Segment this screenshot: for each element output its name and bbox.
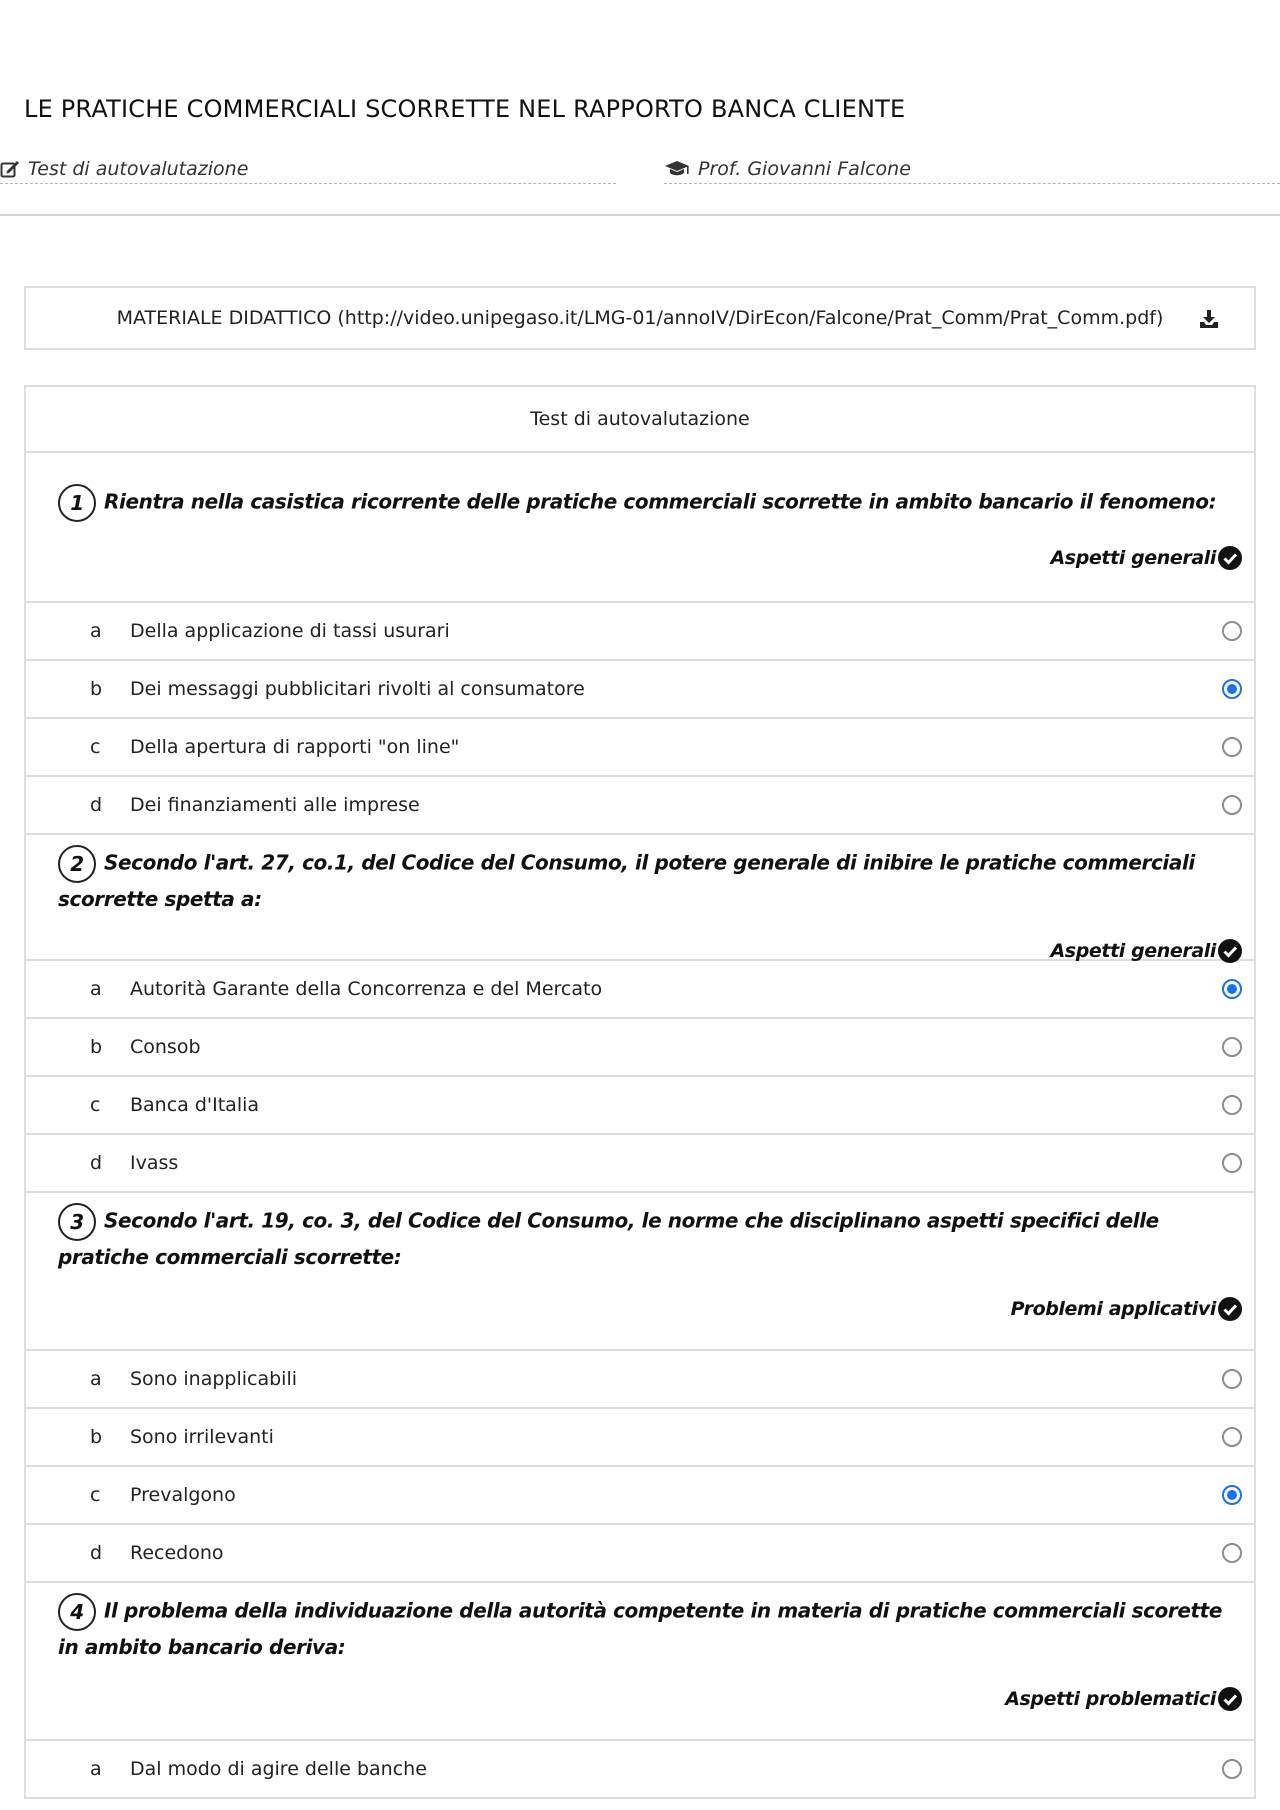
option-text: Banca d'Italia	[130, 1094, 260, 1116]
check-circle-icon	[1218, 939, 1242, 963]
option-row[interactable]	[26, 1351, 1254, 1409]
question-text-block	[58, 835, 1242, 915]
professor-name: Prof. Giovanni Falcone	[698, 158, 911, 180]
question-text-block	[58, 453, 1242, 522]
option-letter: b	[90, 678, 103, 700]
question-text: Rientra nella casistica ricorrente delle pratiche commerciali scorrette in ambito bancario il fenomeno:	[104, 489, 1217, 514]
check-circle-icon	[1218, 1297, 1242, 1321]
question-4	[26, 1583, 1254, 1741]
professor-label	[664, 155, 1280, 184]
question-text: Secondo l'art. 27, co.1, del Codice del Consumo, il potere generale di inibire le pratiche commerciali scorrette spetta a:	[58, 850, 1195, 911]
option-text: Della apertura di rapporti "on line"	[130, 736, 460, 758]
question-3	[26, 1193, 1254, 1351]
question-text-block	[58, 1583, 1242, 1663]
option-radio[interactable]	[1222, 1037, 1242, 1057]
option-letter: a	[90, 1758, 102, 1780]
section-label	[0, 155, 616, 184]
question-text-block	[58, 1193, 1242, 1273]
option-text: Autorità Garante della Concorrenza e del Mercato	[130, 978, 603, 1000]
option-row[interactable]	[26, 603, 1254, 661]
option-radio[interactable]	[1222, 1095, 1242, 1115]
option-row[interactable]	[26, 777, 1254, 835]
option-text: Recedono	[130, 1542, 224, 1564]
option-letter: a	[90, 620, 102, 642]
option-text: Dei finanziamenti alle imprese	[130, 794, 420, 816]
question-1	[26, 453, 1254, 603]
test-panel	[24, 385, 1256, 1799]
question-tag-label: Aspetti generali	[1050, 940, 1216, 962]
option-radio[interactable]	[1222, 1543, 1242, 1563]
option-radio[interactable]	[1222, 1369, 1242, 1389]
option-row[interactable]	[26, 1467, 1254, 1525]
question-number: 2	[58, 845, 96, 883]
option-text: Dei messaggi pubblicitari rivolti al consumatore	[130, 678, 585, 700]
option-row[interactable]	[26, 1019, 1254, 1077]
option-radio-selected[interactable]	[1222, 679, 1242, 699]
question-tag	[58, 939, 1242, 963]
option-row[interactable]	[26, 1135, 1254, 1193]
question-tag	[58, 1297, 1242, 1321]
option-radio[interactable]	[1222, 1759, 1242, 1779]
option-letter: a	[90, 1368, 102, 1390]
option-radio[interactable]	[1222, 795, 1242, 815]
divider	[0, 214, 1280, 216]
option-row[interactable]	[26, 1741, 1254, 1799]
option-row[interactable]	[26, 719, 1254, 777]
option-radio-selected[interactable]	[1222, 979, 1242, 999]
material-link[interactable]	[24, 286, 1256, 350]
page-title: LE PRATICHE COMMERCIALI SCORRETTE NEL RAPPORTO BANCA CLIENTE	[24, 95, 906, 123]
graduation-cap-icon	[664, 160, 690, 178]
download-icon[interactable]	[1198, 308, 1220, 330]
question-text: Secondo l'art. 19, co. 3, del Codice del Consumo, le norme che disciplinano aspetti specifici delle pratiche commerciali scorrette:	[58, 1208, 1159, 1269]
option-radio[interactable]	[1222, 1153, 1242, 1173]
question-number: 1	[58, 484, 96, 522]
question-text: Il problema della individuazione della autorità competente in materia di pratiche commerciali scorette in ambito bancario deriva:	[58, 1598, 1223, 1659]
option-letter: c	[90, 736, 101, 758]
option-letter: d	[90, 794, 103, 816]
option-letter: a	[90, 978, 102, 1000]
option-letter: b	[90, 1036, 103, 1058]
option-letter: c	[90, 1094, 101, 1116]
question-number: 4	[58, 1593, 96, 1631]
option-row[interactable]	[26, 1077, 1254, 1135]
question-tag-label: Aspetti generali	[1050, 547, 1216, 569]
option-text: Prevalgono	[130, 1484, 236, 1506]
material-label[interactable]: MATERIALE DIDATTICO (http://video.unipegaso.it/LMG-01/annoIV/DirEcon/Falcone/Prat_Comm/Prat_Comm.pdf)	[116, 307, 1164, 329]
option-row[interactable]	[26, 1409, 1254, 1467]
option-radio[interactable]	[1222, 737, 1242, 757]
question-tag-label: Aspetti problematici	[1005, 1688, 1216, 1710]
check-circle-icon	[1218, 1687, 1242, 1711]
option-radio-selected[interactable]	[1222, 1485, 1242, 1505]
question-number: 3	[58, 1203, 96, 1241]
section-label-text: Test di autovalutazione	[28, 158, 249, 180]
option-letter: d	[90, 1542, 103, 1564]
option-text: Ivass	[130, 1152, 179, 1174]
option-text: Sono irrilevanti	[130, 1426, 274, 1448]
option-letter: c	[90, 1484, 101, 1506]
option-radio[interactable]	[1222, 621, 1242, 641]
option-text: Della applicazione di tassi usurari	[130, 620, 450, 642]
question-tag-label: Problemi applicativi	[1010, 1298, 1216, 1320]
option-text: Sono inapplicabili	[130, 1368, 298, 1390]
question-2	[26, 835, 1254, 961]
test-header: Test di autovalutazione	[26, 387, 1254, 453]
option-row[interactable]	[26, 661, 1254, 719]
option-radio[interactable]	[1222, 1427, 1242, 1447]
question-tag	[58, 1687, 1242, 1711]
check-circle-icon	[1218, 546, 1242, 570]
option-letter: d	[90, 1152, 103, 1174]
option-text: Consob	[130, 1036, 201, 1058]
question-tag	[58, 546, 1242, 570]
option-text: Dal modo di agire delle banche	[130, 1758, 427, 1780]
option-row[interactable]	[26, 961, 1254, 1019]
option-letter: b	[90, 1426, 103, 1448]
edit-icon	[0, 160, 20, 178]
option-row[interactable]	[26, 1525, 1254, 1583]
